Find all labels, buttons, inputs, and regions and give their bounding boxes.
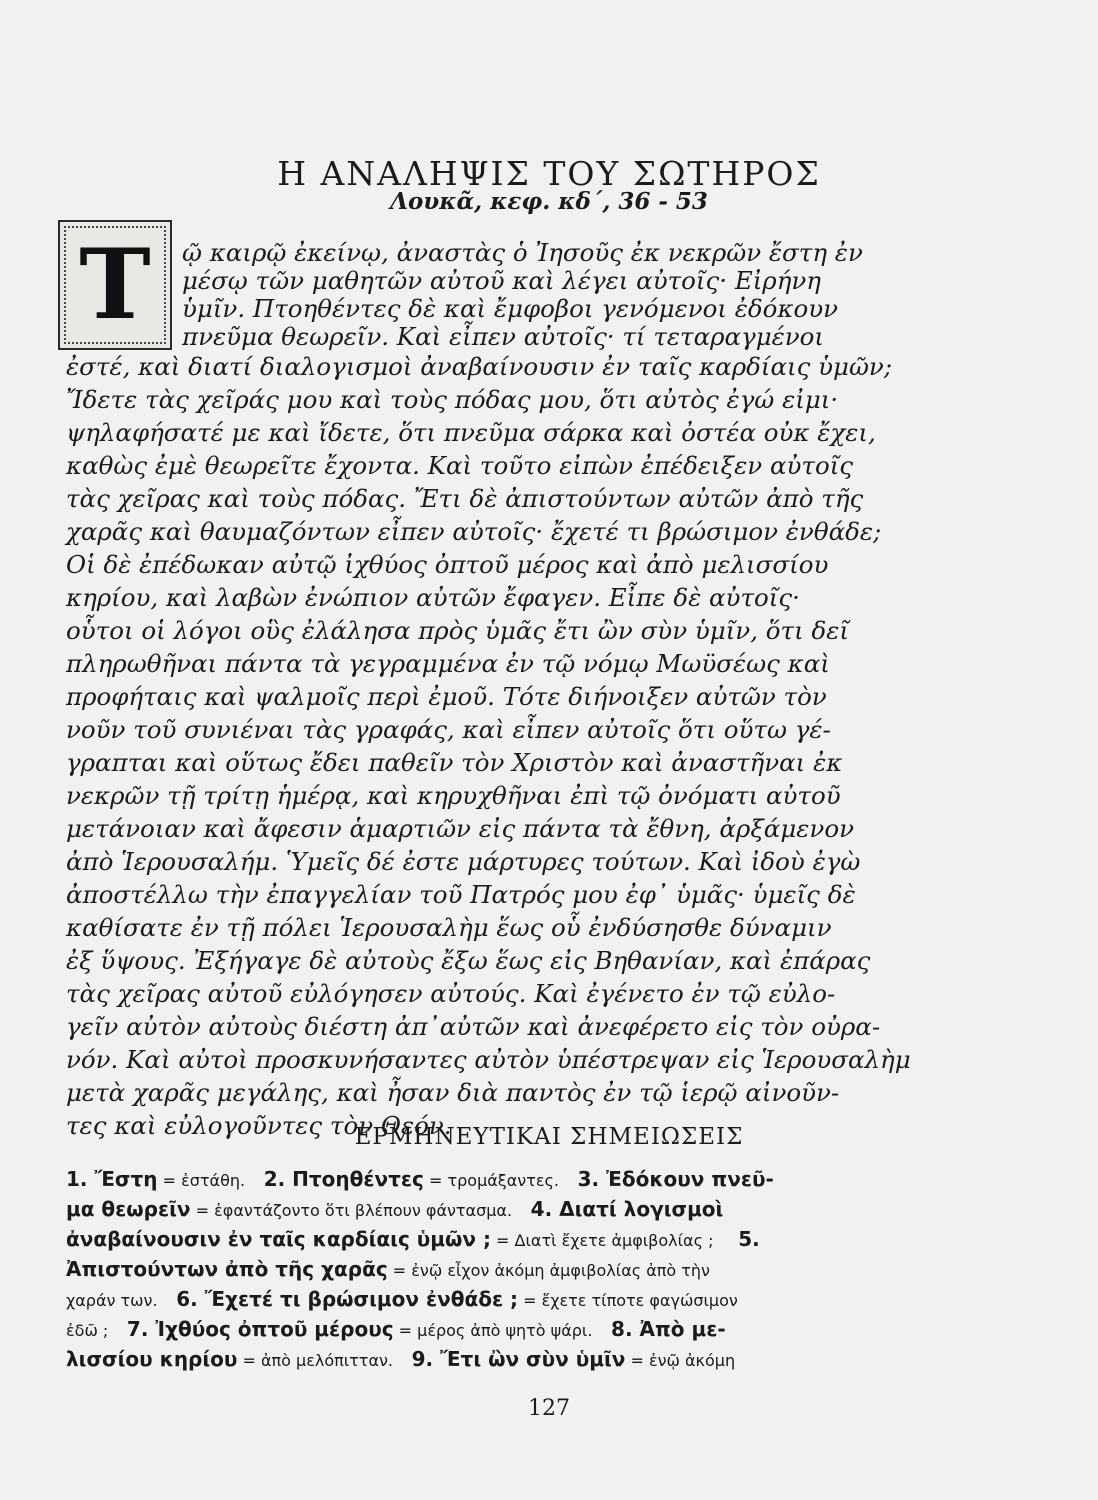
body-line: τες καὶ εὐλογοῦντες τὸν Θεόν. xyxy=(66,1111,452,1140)
note-gloss: = μέρος ἀπὸ ψητὸ ψάρι. xyxy=(393,1321,593,1340)
notes-heading: ΕΡΜΗΝΕΥΤΙΚΑΙ ΣΗΜΕΙΩΣΕΙΣ xyxy=(354,1124,744,1150)
body-line: πνεῦμα θεωρεῖν. Καὶ εἶπεν αὐτοῖς· τί τεταραγμένοι xyxy=(182,322,825,351)
body-line: ῷ καιρῷ ἐκείνῳ, ἀναστὰς ὁ Ἰησοῦς ἐκ νεκρῶν ἔστη ἐν xyxy=(182,238,863,267)
note-term: 8. Ἀπὸ με- xyxy=(611,1317,726,1341)
body-line: γραπται καὶ οὕτως ἔδει παθεῖν τὸν Χριστὸν καὶ ἀναστῆναι ἐκ xyxy=(66,748,843,777)
note-term: μα θεωρεῖν xyxy=(66,1197,191,1221)
note-gloss: = ἔχετε τίποτε φαγώσιμον xyxy=(518,1291,738,1310)
body-line: οὗτοι οἱ λόγοι οὓς ἐλάλησα πρὸς ὑμᾶς ἔτι ὢν σὺν ὑμῖν, ὅτι δεῖ xyxy=(66,616,849,645)
note-gloss: = ἐφαντάζοντο ὅτι βλέπουν φάντασμα. xyxy=(190,1201,513,1220)
body-line: κηρίου, καὶ λαβὼν ἐνώπιον αὐτῶν ἔφαγεν. Εἶπε δὲ αὐτοῖς· xyxy=(66,583,800,612)
note-term: 5. xyxy=(738,1227,760,1251)
note-gloss: = ἐστάθη. xyxy=(157,1171,246,1190)
note-gloss: = ἐνῷ ἀκόμη xyxy=(625,1351,736,1370)
note-line xyxy=(66,1314,726,1344)
note-line xyxy=(66,1344,735,1374)
body-line: Οἱ δὲ ἐπέδωκαν αὐτῷ ἰχθύος ὀπτοῦ μέρος καὶ ἀπὸ μελισσίου xyxy=(66,550,829,579)
ornamental-initial xyxy=(58,220,172,350)
note-gloss: χαράν των. xyxy=(66,1291,158,1310)
body-line: νεκρῶν τῇ τρίτῃ ἡμέρᾳ, καὶ κηρυχθῆναι ἐπὶ τῷ ὀνόματι αὐτοῦ xyxy=(66,781,841,810)
body-line: γεῖν αὐτὸν αὐτοὺς διέστη ἀπ᾽αὐτῶν καὶ ἀνεφέρετο εἰς τὸν οὐρα- xyxy=(66,1012,881,1041)
body-line: νοῦν τοῦ συνιέναι τὰς γραφάς, καὶ εἶπεν αὐτοῖς ὅτι οὕτω γέ- xyxy=(66,715,831,744)
body-line: προφήταις καὶ ψαλμοῖς περὶ ἐμοῦ. Τότε διήνοιξεν αὐτῶν τὸν xyxy=(66,682,827,711)
body-line: ὑμῖν. Πτοηθέντες δὲ καὶ ἔμφοβοι γενόμενοι ἐδόκουν xyxy=(182,294,839,323)
note-term: 7. Ἰχθύος ὀπτοῦ μέρους xyxy=(126,1317,394,1341)
body-line: Ἴδετε τὰς χεῖράς μου καὶ τοὺς πόδας μου, ὅτι αὐτὸς ἐγώ εἰμι· xyxy=(66,385,839,414)
body-line: νόν. Καὶ αὐτοὶ προσκυνήσαντες αὐτὸν ὑπέστρεψαν εἰς Ἱερουσαλὴμ xyxy=(66,1045,911,1074)
note-term: 3. Ἐδόκουν πνεῦ- xyxy=(577,1167,774,1191)
note-gloss: = Διατὶ ἔχετε ἀμφιβολίας ; xyxy=(490,1231,714,1250)
note-term: 4. Διατί λογισμοὶ xyxy=(530,1197,724,1221)
body-line: μετὰ χαρᾶς μεγάλης, καὶ ἦσαν διὰ παντὸς ἐν τῷ ἱερῷ αἰνοῦν- xyxy=(66,1078,840,1107)
page-number: 127 xyxy=(528,1396,570,1421)
body-line: τὰς χεῖρας αὐτοῦ εὐλόγησεν αὐτούς. Καὶ ἐγένετο ἐν τῷ εὐλο- xyxy=(66,979,836,1008)
note-line xyxy=(66,1224,760,1254)
scripture-reference: Λουκᾶ, κεφ. κδ΄, 36 - 53 xyxy=(390,188,708,215)
note-term: 9. Ἔτι ὢν σὺν ὑμῖν xyxy=(411,1347,626,1371)
note-gloss: = ἐνῷ εἶχον ἀκόμη ἀμφιβολίας ἀπὸ τὴν xyxy=(387,1261,710,1280)
body-line: ἐστέ, καὶ διατί διαλογισμοὶ ἀναβαίνουσιν ἐν ταῖς καρδίαις ὑμῶν; xyxy=(66,352,893,381)
note-line xyxy=(66,1254,710,1284)
body-line: ἀπὸ Ἱερουσαλήμ. Ὑμεῖς δέ ἐστε μάρτυρες τούτων. Καὶ ἰδοὺ ἐγὼ xyxy=(66,847,861,876)
body-line: μέσῳ τῶν μαθητῶν αὐτοῦ καὶ λέγει αὐτοῖς· Εἰρήνη xyxy=(182,266,821,295)
body-line: χαρᾶς καὶ θαυμαζόντων εἶπεν αὐτοῖς· ἔχετέ τι βρώσιμον ἐνθάδε; xyxy=(66,517,882,546)
body-line: πληρωθῆναι πάντα τὰ γεγραμμένα ἐν τῷ νόμῳ Μωϋσέως καὶ xyxy=(66,649,830,678)
note-gloss: = τρομάξαντες. xyxy=(423,1171,559,1190)
note-line xyxy=(66,1284,738,1314)
note-gloss: = ἀπὸ μελόπιτταν. xyxy=(237,1351,394,1370)
note-line xyxy=(66,1164,774,1194)
body-line: τὰς χεῖρας καὶ τοὺς πόδας. Ἔτι δὲ ἀπιστούντων αὐτῶν ἀπὸ τῆς xyxy=(66,484,864,513)
note-term: λισσίου κηρίου xyxy=(66,1347,238,1371)
note-term: 2. Πτοηθέντες xyxy=(263,1167,424,1191)
page-title: Η ΑΝΑΛΗΨΙΣ ΤΟΥ ΣΩΤΗΡΟΣ xyxy=(277,154,821,194)
note-gloss: ἐδῶ ; xyxy=(66,1321,109,1340)
body-line: ἀποστέλλω τὴν ἐπαγγελίαν τοῦ Πατρός μου ἐφ᾽ ὑμᾶς· ὑμεῖς δὲ xyxy=(66,880,856,909)
body-line: καθίσατε ἐν τῇ πόλει Ἱερουσαλὴμ ἕως οὗ ἐνδύσησθε δύναμιν xyxy=(66,913,832,942)
body-line: μετάνοιαν καὶ ἄφεσιν ἁμαρτιῶν εἰς πάντα τὰ ἔθνη, ἀρξάμενον xyxy=(66,814,854,843)
note-term: ἀναβαίνουσιν ἐν ταῖς καρδίαις ὑμῶν ; xyxy=(66,1227,491,1251)
note-term: Ἀπιστούντων ἀπὸ τῆς χαρᾶς xyxy=(66,1257,388,1281)
note-term: 1. Ἔστη xyxy=(66,1167,158,1191)
drop-cap-letter: Τ xyxy=(79,228,151,341)
note-term: 6. Ἔχετέ τι βρώσιμον ἐνθάδε ; xyxy=(176,1287,519,1311)
body-line: ψηλαφήσατέ με καὶ ἴδετε, ὅτι πνεῦμα σάρκα καὶ ὀστέα οὐκ ἔχει, xyxy=(66,418,876,447)
body-line: ἐξ ὕψους. Ἐξήγαγε δὲ αὐτοὺς ἔξω ἕως εἰς Βηθανίαν, καὶ ἐπάρας xyxy=(66,946,871,975)
body-line: καθὼς ἐμὲ θεωρεῖτε ἔχοντα. Καὶ τοῦτο εἰπὼν ἐπέδειξεν αὐτοῖς xyxy=(66,451,854,480)
note-line xyxy=(66,1194,723,1224)
